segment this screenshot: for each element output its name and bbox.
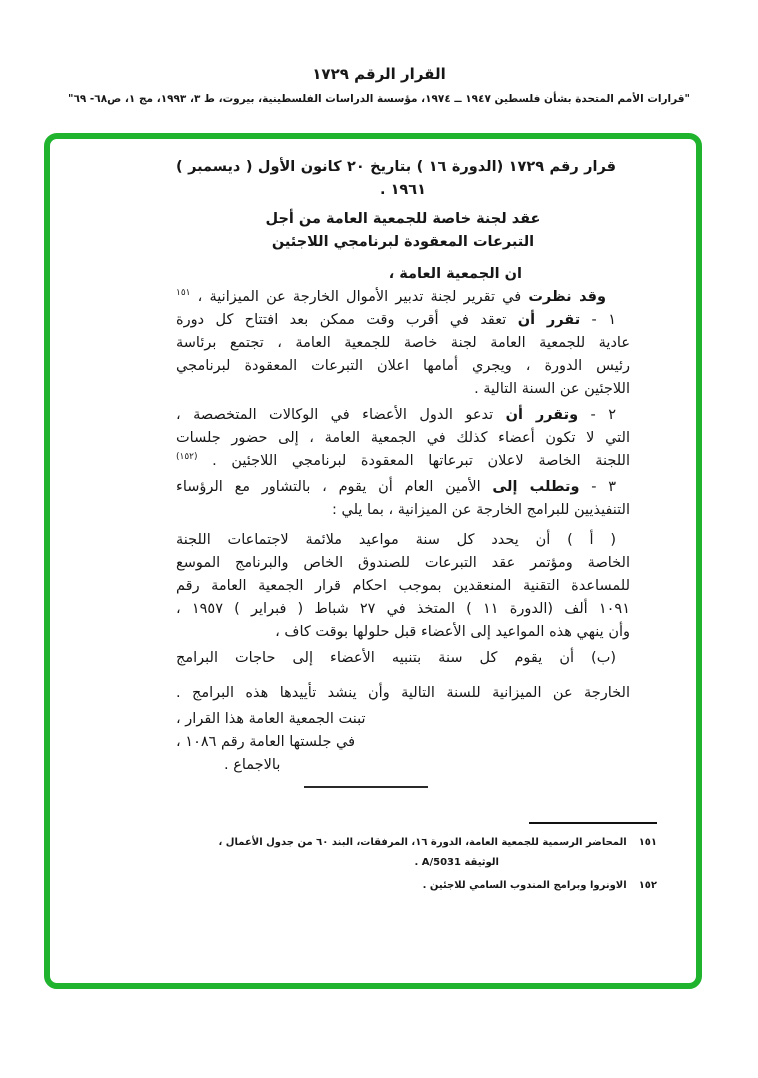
page-title: القرار الرقم ١٧٢٩: [312, 65, 446, 83]
resolution-subject-line: عقد لجنة خاصة للجمعية العامة من أجل: [265, 211, 541, 227]
body-line: للمساعدة التقنية المنعقدين بموجب احكام قرار الجمعية العامة رقم: [176, 578, 630, 594]
footnotes-section: [137, 822, 657, 896]
footnote-text: الاونروا وبرامج المندوب السامي للاجئين .: [422, 880, 627, 891]
adoption-line: بالاجماع .: [224, 757, 281, 773]
footnote-151-continuation: الوثيقة A/5031 .: [414, 857, 499, 868]
footnote-divider: [529, 822, 657, 824]
section-end-rule: [304, 786, 428, 788]
adoption-line: في جلستها العامة رقم ١٠٨٦ ،: [176, 734, 356, 750]
body-line: الخارجة عن الميزانية للسنة التالية وأن ينشد تأييدها هذه البرامج .: [176, 685, 630, 701]
body-line: ١ - تقرر أن تعقد في أقرب وقت ممكن بعد افتتاح كل دورة: [176, 312, 616, 328]
footnote-number: ١٥٢: [638, 880, 657, 891]
body-line: التنفيذيين للبرامج الخارجة عن الميزانية ، بما يلي :: [332, 502, 630, 518]
body-line: عادية للجمعية العامة لجنة خاصة للجمعية العامة ، تجتمع برئاسة: [176, 335, 630, 351]
resolution-subject-line: التبرعات المعقودة لبرنامجي اللاجئين: [271, 234, 535, 250]
body-line: ٢ - وتقرر أن تدعو الدول الأعضاء في الوكالات المتخصصة ،: [176, 407, 617, 423]
body-line: وقد نظرت في تقرير لجنة تدبير الأموال الخارجة عن الميزانية ، $^{١٥١}$: [176, 288, 606, 305]
source-citation: "قرارات الأمم المتحدة بشأن فلسطين ١٩٤٧ ــ ١٩٧٤، مؤسسة الدراسات الفلسطينية، بيروت، ط ٣، ١٩٩٣، مج ١، ص٦٨- ٦٩": [67, 93, 691, 105]
body-line: اللجنة الخاصة لاعلان تبرعاتها المعقودة لبرنامجي اللاجئين . $^{(١٥٢)}$: [176, 452, 630, 469]
body-line: ١٠٩١ ألف (الدورة ١١ ) المتخذ في ٢٧ شباط ( فبراير ) ١٩٥٧ ،: [176, 601, 630, 617]
footnote-ref-152: (١٥٢): [176, 452, 198, 463]
resolution-heading-line: قرار رقم ١٧٢٩ (الدورة ١٦ ) بتاريخ ٢٠ كانون الأول ( ديسمبر ): [176, 159, 617, 175]
body-line: ٣ - وتطلب إلى الأمين العام أن يقوم ، بالتشاور مع الرؤساء: [176, 479, 617, 495]
body-line: وأن ينهي هذه المواعيد إلى الأعضاء قبل حلولها بوقت كاف ،: [275, 624, 630, 640]
footnote-text: المحاضر الرسمية للجمعية العامة، الدورة ١٦، المرفقات، البند ٦٠ من جدول الأعمال ،: [218, 837, 627, 848]
footnote-ref-151: ١٥١: [176, 288, 191, 299]
resolution-body: [176, 156, 630, 788]
footnote-151: [137, 833, 657, 853]
footnote-152: [137, 876, 657, 896]
body-line: (ب) أن يقوم كل سنة بتنبيه الأعضاء إلى حاجات البرامج: [176, 650, 616, 666]
body-line: التي لا تكون أعضاء كذلك في الجمعية العامة ، إلى حضور جلسات: [176, 430, 630, 446]
body-line: ( أ ) أن يحدد كل سنة مواعيد ملائمة لاجتماعات اللجنة: [176, 532, 616, 548]
body-line: ان الجمعية العامة ،: [388, 266, 522, 282]
resolution-heading-line: ١٩٦١ .: [380, 182, 426, 198]
body-line: اللاجئين عن السنة التالية .: [474, 381, 630, 397]
body-line: الخاصة ومؤتمر عقد التبرعات للصندوق الخاص والبرنامج الموسع: [176, 555, 630, 571]
adoption-line: تبنت الجمعية العامة هذا القرار ،: [176, 711, 366, 727]
footnote-number: ١٥١: [638, 837, 657, 848]
body-line: رئيس الدورة ، ويجري أمامها اعلان التبرعات المعقودة لبرنامجي: [176, 358, 630, 374]
